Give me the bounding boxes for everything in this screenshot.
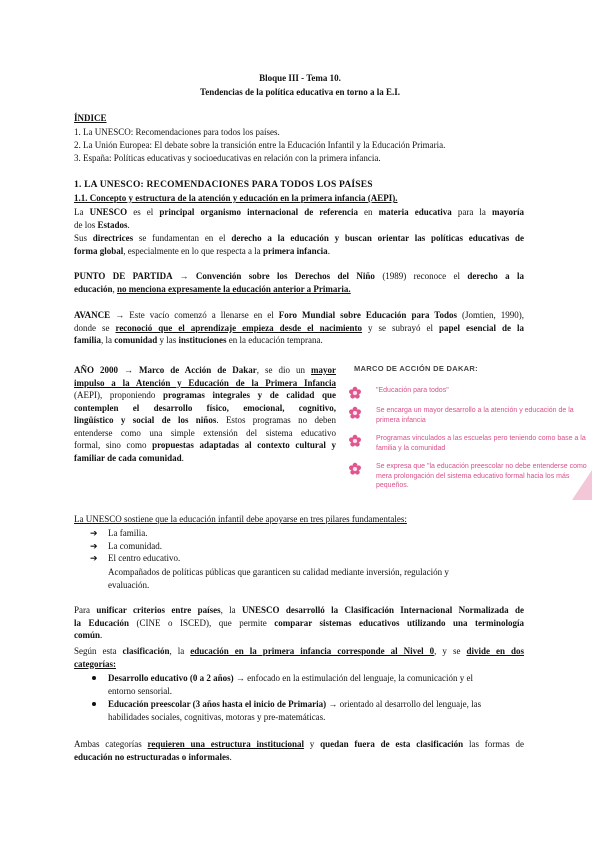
index-item-2: 2. La Unión Europea: El debate sobre la transición entre la Educación Infantil y la Educación Primaria. [74, 140, 446, 150]
pillars-heading: La UNESCO sostiene que la educación infantil debe apoyarse en tres pilares fundamentales: [74, 514, 407, 524]
document-title-line2: Tendencias de la política educativa en torno a la E.I. [200, 87, 400, 97]
document-title-line1: Bloque III - Tema 10. [259, 73, 341, 83]
index-item-3: 3. España: Políticas educativas y socioeducativas en relación con la primera infancia. [74, 153, 381, 163]
flower-icon [348, 386, 362, 400]
decorative-corner-icon [568, 470, 592, 500]
index-heading: ÍNDICE [74, 113, 107, 123]
paragraph-directrices: Sus directrices se fundamentan en el derecho a la educación y buscan orientar las políticas educativas de forma global, especialmente en lo que respecta a la primera infancia. [74, 233, 525, 256]
paragraph-dakar: AÑO 2000 → Marco de Acción de Dakar, se dio un mayor impulso a la Atención y Educación de la Primera Infancia (AEPI), proponiendo programas integrales y de calidad que contemplen el desarrollo físico, emocional, cognitivo, lingüístico y social de los niños. Estos programas no deben entenderse como una simple extensión del sistema educativo formal, sino como propuestas adaptadas al contexto cultural y familiar de cada comunidad. [74, 365, 337, 463]
paragraph-punto-de-partida: PUNTO DE PARTIDA → Convención sobre los Derechos del Niño (1989) reconoce el derecho a la educación, no menciona expresamente la educación anterior a Primaria. [74, 271, 525, 294]
dakar-item-text: "Educación para todos" [376, 387, 449, 394]
paragraph-cine: Para unificar criterios entre países, la UNESCO desarrolló la Clasificación Internacional Normalizada de la Educación (CINE o ISCED), que permite comparar sistemas educativos utilizando una terminología común. [74, 605, 525, 640]
section-heading: 1. LA UNESCO: RECOMENDACIONES PARA TODOS LOS PAÍSES [74, 180, 373, 190]
dakar-item-text: Se expresa que "la educación preescolar no debe entenderse como mera prolongación del sistema educativo formal hacia los más pequeños. [376, 463, 587, 489]
arrow-icon: ➔ [90, 540, 98, 551]
levels-list [90, 672, 524, 723]
flower-icon [348, 434, 362, 448]
list-item: ➔ El centro educativo. [90, 553, 181, 563]
flower-icon [348, 406, 362, 420]
list-item: Educación preescolar (3 años hasta el inicio de Primaria) → orientado al desarrollo del lenguaje, las habilidades sociales, cognitivas, motoras y pre-matemáticas. [90, 698, 524, 723]
pillars-note-line2: evaluación. [108, 580, 150, 590]
list-item: ➔ La familia. [90, 528, 148, 538]
index-item-1: 1. La UNESCO: Recomendaciones para todos los países. [74, 127, 280, 137]
paragraph-ambas-categorias: Ambas categorías requieren una estructura institucional y quedan fuera de esta clasificación las formas de educación no estructuradas o informales. [74, 739, 525, 762]
dakar-framework-figure [340, 362, 592, 500]
arrow-icon: ➔ [90, 528, 98, 538]
list-item: ➔ La comunidad. [90, 540, 162, 551]
bullet-icon [92, 702, 96, 706]
arrow-icon: ➔ [90, 553, 98, 563]
bullet-icon [92, 676, 96, 680]
flower-icon [348, 462, 362, 476]
dakar-item-text: Programas vinculados a las escuelas pero teniendo como base a la familia y la comunidad [376, 435, 586, 452]
section-subheading: 1.1. Concepto y estructura de la atención y educación en la primera infancia (AEPI). [74, 193, 398, 203]
pillars-note-line1: Acompañados de políticas públicas que garanticen su calidad mediante inversión, regulación y [108, 567, 449, 577]
dakar-item-text: Se encarga un mayor desarrollo a la atención y educación de la primera infancia [376, 407, 574, 424]
list-item: Desarrollo educativo (0 a 2 años) → enfocado en la estimulación del lenguaje, la comunicación y el entorno sensorial. [90, 672, 524, 697]
paragraph-unesco: La UNESCO es el principal organismo internacional de referencia en materia educativa para la mayoría de los Estados. [74, 207, 525, 230]
paragraph-nivel0: Según esta clasificación, la educación en la primera infancia corresponde al Nivel 0, y se divide en dos categorías: [74, 646, 524, 669]
pillars-list [90, 527, 510, 565]
paragraph-avance: AVANCE → Este vacío comenzó a llenarse en el Foro Mundial sobre Educación para Todos (Jomtien, 1990), donde se reconoció que el aprendizaje empieza desde el nacimiento y se subrayó el papel esencial de la familia, la comunidad y las instituciones en la educación temprana. [74, 310, 524, 345]
dakar-figure-title: MARCO DE ACCIÓN DE DAKAR: [354, 364, 478, 373]
